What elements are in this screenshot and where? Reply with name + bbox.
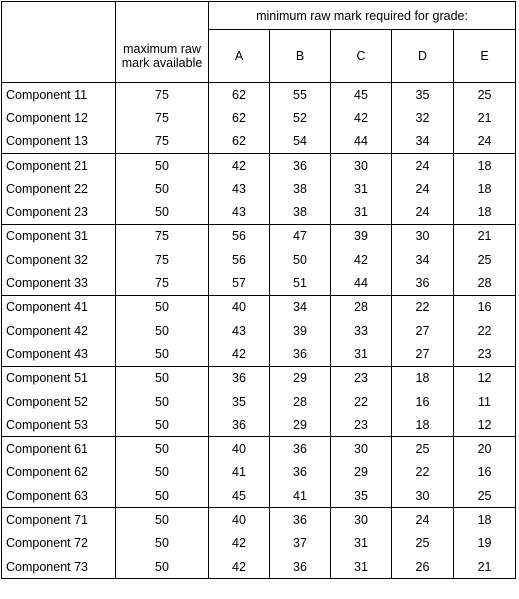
grade-b-cell: 36 <box>270 555 331 579</box>
table-row <box>2 224 516 248</box>
component-name: Component 61 <box>2 437 116 461</box>
component-name: Component 11 <box>2 83 116 107</box>
max-mark-cell: 50 <box>116 295 209 319</box>
grade-e-cell: 25 <box>454 484 516 508</box>
max-mark-cell: 50 <box>116 153 209 177</box>
component-name: Component 41 <box>2 295 116 319</box>
grade-a-cell: 62 <box>209 106 270 129</box>
grade-d-cell: 30 <box>392 484 454 508</box>
grade-d-cell: 22 <box>392 295 454 319</box>
grade-d-cell: 24 <box>392 153 454 177</box>
max-mark-cell: 75 <box>116 83 209 107</box>
grade-header-c: C <box>331 30 392 83</box>
grade-a-cell: 62 <box>209 130 270 154</box>
grade-d-cell: 24 <box>392 508 454 532</box>
grade-e-cell: 21 <box>454 555 516 579</box>
table-row <box>2 508 516 532</box>
grade-e-cell: 12 <box>454 366 516 390</box>
component-name: Component 32 <box>2 248 116 271</box>
grade-d-cell: 30 <box>392 224 454 248</box>
grade-c-cell: 22 <box>331 390 392 413</box>
max-mark-cell: 75 <box>116 106 209 129</box>
grade-c-cell: 31 <box>331 555 392 579</box>
component-name: Component 33 <box>2 271 116 295</box>
grade-c-cell: 30 <box>331 508 392 532</box>
grade-b-cell: 36 <box>270 437 331 461</box>
max-mark-cell: 75 <box>116 224 209 248</box>
table-row <box>2 461 516 484</box>
grade-c-cell: 30 <box>331 153 392 177</box>
grade-threshold-table <box>1 1 516 579</box>
grade-d-cell: 32 <box>392 106 454 129</box>
component-name: Component 13 <box>2 130 116 154</box>
grade-b-cell: 38 <box>270 177 331 200</box>
header-blank-cell <box>116 2 209 30</box>
grade-a-cell: 35 <box>209 390 270 413</box>
grade-c-cell: 39 <box>331 224 392 248</box>
grade-e-cell: 16 <box>454 295 516 319</box>
grade-d-cell: 27 <box>392 342 454 366</box>
grade-a-cell: 56 <box>209 224 270 248</box>
grade-c-cell: 31 <box>331 177 392 200</box>
grade-e-cell: 21 <box>454 224 516 248</box>
table-row <box>2 248 516 271</box>
grade-c-cell: 31 <box>331 342 392 366</box>
grade-d-cell: 34 <box>392 248 454 271</box>
grade-a-cell: 43 <box>209 319 270 342</box>
grade-b-cell: 55 <box>270 83 331 107</box>
grade-e-cell: 24 <box>454 130 516 154</box>
table-row <box>2 319 516 342</box>
grade-a-cell: 45 <box>209 484 270 508</box>
grade-b-cell: 29 <box>270 366 331 390</box>
grade-e-cell: 21 <box>454 106 516 129</box>
component-name: Component 31 <box>2 224 116 248</box>
table-row <box>2 130 516 154</box>
grade-a-cell: 40 <box>209 437 270 461</box>
max-mark-cell: 50 <box>116 342 209 366</box>
grade-a-cell: 43 <box>209 177 270 200</box>
max-mark-cell: 50 <box>116 413 209 437</box>
grade-c-cell: 42 <box>331 248 392 271</box>
table-row <box>2 83 516 107</box>
grade-e-cell: 18 <box>454 508 516 532</box>
component-name: Component 72 <box>2 532 116 555</box>
grade-c-cell: 28 <box>331 295 392 319</box>
grade-d-cell: 26 <box>392 555 454 579</box>
grade-c-cell: 42 <box>331 106 392 129</box>
grade-b-cell: 54 <box>270 130 331 154</box>
grade-a-cell: 40 <box>209 295 270 319</box>
table-row <box>2 555 516 579</box>
grade-c-cell: 33 <box>331 319 392 342</box>
grade-c-cell: 31 <box>331 200 392 224</box>
grade-a-cell: 42 <box>209 532 270 555</box>
max-mark-cell: 50 <box>116 532 209 555</box>
max-mark-cell: 75 <box>116 271 209 295</box>
grade-b-cell: 51 <box>270 271 331 295</box>
max-mark-cell: 50 <box>116 437 209 461</box>
grade-e-cell: 18 <box>454 200 516 224</box>
component-name: Component 53 <box>2 413 116 437</box>
max-mark-cell: 50 <box>116 508 209 532</box>
max-mark-cell: 50 <box>116 319 209 342</box>
grade-d-cell: 34 <box>392 130 454 154</box>
max-mark-cell: 50 <box>116 366 209 390</box>
table-row <box>2 295 516 319</box>
grade-e-cell: 25 <box>454 248 516 271</box>
grade-d-cell: 22 <box>392 461 454 484</box>
grade-c-cell: 45 <box>331 83 392 107</box>
table-row <box>2 177 516 200</box>
table-row <box>2 366 516 390</box>
max-mark-cell: 50 <box>116 461 209 484</box>
grade-b-cell: 39 <box>270 319 331 342</box>
grade-c-cell: 23 <box>331 413 392 437</box>
table-row <box>2 413 516 437</box>
grade-a-cell: 42 <box>209 342 270 366</box>
component-name: Component 21 <box>2 153 116 177</box>
grade-e-cell: 25 <box>454 83 516 107</box>
grade-b-cell: 36 <box>270 342 331 366</box>
grade-a-cell: 57 <box>209 271 270 295</box>
grade-a-cell: 42 <box>209 153 270 177</box>
table-row <box>2 153 516 177</box>
grade-e-cell: 28 <box>454 271 516 295</box>
grade-d-cell: 25 <box>392 437 454 461</box>
max-mark-header: maximum raw mark available <box>116 30 209 83</box>
grade-a-cell: 36 <box>209 413 270 437</box>
grade-c-cell: 31 <box>331 532 392 555</box>
component-name: Component 71 <box>2 508 116 532</box>
grade-d-cell: 36 <box>392 271 454 295</box>
grade-header-b: B <box>270 30 331 83</box>
table-row <box>2 532 516 555</box>
component-name: Component 62 <box>2 461 116 484</box>
component-name: Component 23 <box>2 200 116 224</box>
grade-a-cell: 43 <box>209 200 270 224</box>
grade-a-cell: 40 <box>209 508 270 532</box>
grade-e-cell: 18 <box>454 153 516 177</box>
grade-b-cell: 36 <box>270 153 331 177</box>
grade-group-label: minimum raw mark required for grade: <box>209 2 516 30</box>
grade-b-cell: 34 <box>270 295 331 319</box>
header-empty-cell <box>2 2 116 83</box>
grade-a-cell: 41 <box>209 461 270 484</box>
max-mark-cell: 75 <box>116 130 209 154</box>
grade-b-cell: 47 <box>270 224 331 248</box>
grade-e-cell: 20 <box>454 437 516 461</box>
max-mark-cell: 50 <box>116 555 209 579</box>
grade-e-cell: 19 <box>454 532 516 555</box>
grade-e-cell: 16 <box>454 461 516 484</box>
grade-a-cell: 42 <box>209 555 270 579</box>
grade-d-cell: 18 <box>392 413 454 437</box>
grade-b-cell: 28 <box>270 390 331 413</box>
grade-e-cell: 18 <box>454 177 516 200</box>
table-row <box>2 200 516 224</box>
grade-c-cell: 29 <box>331 461 392 484</box>
component-name: Component 43 <box>2 342 116 366</box>
grade-b-cell: 37 <box>270 532 331 555</box>
grade-b-cell: 50 <box>270 248 331 271</box>
max-mark-cell: 50 <box>116 177 209 200</box>
table-row <box>2 390 516 413</box>
max-mark-cell: 50 <box>116 390 209 413</box>
grade-d-cell: 16 <box>392 390 454 413</box>
grade-a-cell: 62 <box>209 83 270 107</box>
grade-c-cell: 44 <box>331 130 392 154</box>
grade-d-cell: 18 <box>392 366 454 390</box>
max-mark-cell: 75 <box>116 248 209 271</box>
grade-d-cell: 24 <box>392 177 454 200</box>
grade-d-cell: 24 <box>392 200 454 224</box>
grade-c-cell: 30 <box>331 437 392 461</box>
grade-c-cell: 35 <box>331 484 392 508</box>
grade-d-cell: 27 <box>392 319 454 342</box>
grade-header-d: D <box>392 30 454 83</box>
component-name: Component 51 <box>2 366 116 390</box>
grade-e-cell: 22 <box>454 319 516 342</box>
table-row <box>2 106 516 129</box>
grade-c-cell: 44 <box>331 271 392 295</box>
grade-a-cell: 36 <box>209 366 270 390</box>
component-name: Component 63 <box>2 484 116 508</box>
grade-b-cell: 36 <box>270 508 331 532</box>
grade-b-cell: 41 <box>270 484 331 508</box>
table-row <box>2 342 516 366</box>
component-name: Component 12 <box>2 106 116 129</box>
table-row <box>2 271 516 295</box>
grade-d-cell: 25 <box>392 532 454 555</box>
component-name: Component 42 <box>2 319 116 342</box>
component-name: Component 73 <box>2 555 116 579</box>
component-name: Component 52 <box>2 390 116 413</box>
grade-b-cell: 52 <box>270 106 331 129</box>
grade-e-cell: 11 <box>454 390 516 413</box>
grade-c-cell: 23 <box>331 366 392 390</box>
max-mark-cell: 50 <box>116 200 209 224</box>
grade-e-cell: 12 <box>454 413 516 437</box>
grade-header-e: E <box>454 30 516 83</box>
table-row <box>2 484 516 508</box>
grade-header-a: A <box>209 30 270 83</box>
max-mark-cell: 50 <box>116 484 209 508</box>
grade-b-cell: 36 <box>270 461 331 484</box>
grade-b-cell: 38 <box>270 200 331 224</box>
grade-b-cell: 29 <box>270 413 331 437</box>
table-row <box>2 437 516 461</box>
component-name: Component 22 <box>2 177 116 200</box>
grade-d-cell: 35 <box>392 83 454 107</box>
grade-a-cell: 56 <box>209 248 270 271</box>
grade-e-cell: 23 <box>454 342 516 366</box>
header-row-top <box>2 2 516 30</box>
